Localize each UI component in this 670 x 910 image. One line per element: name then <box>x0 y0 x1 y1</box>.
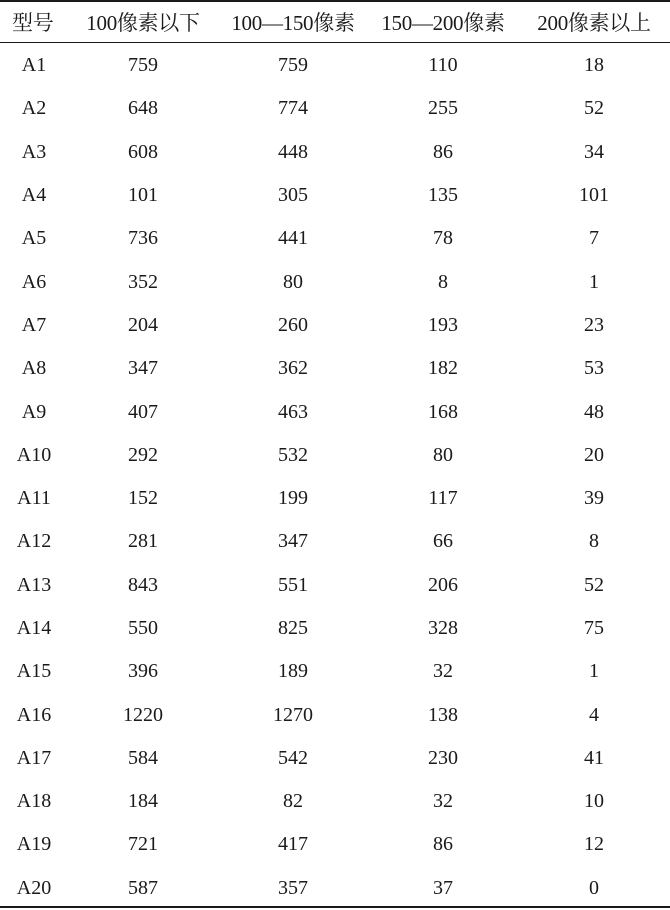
cell-under-100: 407 <box>128 400 158 423</box>
cell-over-200: 101 <box>579 184 609 207</box>
cell-over-200: 53 <box>584 357 604 380</box>
cell-150-200: 138 <box>428 703 458 726</box>
cell-model: A5 <box>21 227 47 250</box>
table-row <box>0 693 670 736</box>
cell-100-150: 441 <box>278 227 308 250</box>
cell-under-100: 184 <box>128 790 158 813</box>
cell-under-100: 352 <box>128 270 158 293</box>
cell-model: A8 <box>21 357 47 380</box>
header-under-100: 100像素以下 <box>86 11 200 35</box>
cell-100-150: 347 <box>278 530 308 553</box>
cell-100-150: 417 <box>278 833 308 856</box>
table-row <box>0 650 670 693</box>
table-row <box>0 737 670 780</box>
cell-100-150: 774 <box>278 97 308 120</box>
cell-over-200: 8 <box>589 530 599 553</box>
cell-100-150: 542 <box>278 746 308 769</box>
cell-over-200: 12 <box>584 833 604 856</box>
cell-under-100: 101 <box>128 184 158 207</box>
cell-model: A3 <box>21 140 47 163</box>
cell-100-150: 825 <box>278 617 308 639</box>
cell-under-100: 347 <box>128 357 158 380</box>
cell-150-200: 255 <box>428 97 458 120</box>
cell-150-200: 80 <box>433 443 453 466</box>
cell-model: A13 <box>16 573 52 596</box>
cell-model: A6 <box>21 270 47 293</box>
table-header-row <box>0 2 670 42</box>
table-row <box>0 434 670 477</box>
table-row <box>0 304 670 347</box>
cell-100-150: 1270 <box>273 703 313 726</box>
table-row <box>0 217 670 260</box>
table-row <box>0 131 670 174</box>
table-row <box>0 867 670 910</box>
cell-model: A12 <box>16 530 52 553</box>
cell-150-200: 37 <box>433 876 453 899</box>
cell-150-200: 117 <box>428 487 458 510</box>
cell-over-200: 52 <box>584 97 604 120</box>
cell-100-150: 82 <box>283 790 303 813</box>
table-row <box>0 390 670 433</box>
cell-over-200: 4 <box>589 703 599 726</box>
cell-100-150: 362 <box>278 357 308 380</box>
table-row <box>0 42 670 87</box>
cell-over-200: 10 <box>584 790 604 813</box>
cell-over-200: 23 <box>584 313 604 336</box>
cell-under-100: 736 <box>128 227 158 250</box>
cell-150-200: 8 <box>438 270 448 293</box>
cell-under-100: 1220 <box>123 703 163 726</box>
cell-100-150: 532 <box>278 443 308 466</box>
cell-under-100: 721 <box>128 833 158 856</box>
cell-100-150: 357 <box>278 876 308 899</box>
cell-under-100: 152 <box>128 487 158 510</box>
cell-under-100: 396 <box>128 660 158 683</box>
cell-model: A4 <box>21 184 47 207</box>
header-150-200: 150—200像素 <box>381 11 505 35</box>
cell-model: A11 <box>17 487 51 510</box>
cell-model: A14 <box>16 617 52 639</box>
cell-under-100: 281 <box>128 530 158 553</box>
cell-100-150: 551 <box>278 573 308 596</box>
cell-under-100: 648 <box>128 97 158 120</box>
cell-150-200: 328 <box>428 617 458 639</box>
cell-over-200: 34 <box>584 140 604 163</box>
cell-100-150: 759 <box>278 54 308 77</box>
cell-model: A20 <box>16 876 52 899</box>
cell-model: A7 <box>21 313 47 336</box>
table-body <box>0 42 670 910</box>
cell-150-200: 66 <box>433 530 453 553</box>
table-row <box>0 780 670 823</box>
cell-150-200: 193 <box>428 313 458 336</box>
cell-over-200: 1 <box>589 270 599 293</box>
cell-under-100: 204 <box>128 313 158 336</box>
cell-150-200: 32 <box>433 660 453 683</box>
cell-model: A2 <box>21 97 47 120</box>
cell-over-200: 48 <box>584 400 604 423</box>
cell-100-150: 463 <box>278 400 308 423</box>
cell-over-200: 7 <box>589 227 599 250</box>
table-row <box>0 823 670 866</box>
table-row <box>0 174 670 217</box>
header-model: 型号 <box>12 11 54 35</box>
cell-150-200: 32 <box>433 790 453 813</box>
cell-under-100: 292 <box>128 443 158 466</box>
cell-model: A9 <box>21 400 47 423</box>
cell-model: A19 <box>16 833 52 856</box>
table-row <box>0 607 670 650</box>
cell-model: A15 <box>16 660 52 683</box>
cell-under-100: 843 <box>128 573 158 596</box>
cell-over-200: 20 <box>584 443 604 466</box>
cell-model: A1 <box>21 54 47 77</box>
cell-under-100: 608 <box>128 140 158 163</box>
cell-over-200: 0 <box>589 876 599 899</box>
cell-over-200: 18 <box>584 54 604 77</box>
cell-100-150: 448 <box>278 140 308 163</box>
cell-over-200: 39 <box>584 487 604 510</box>
table-row <box>0 520 670 563</box>
cell-100-150: 260 <box>278 313 308 336</box>
pixel-count-table <box>0 2 670 910</box>
cell-over-200: 75 <box>584 617 604 639</box>
cell-under-100: 759 <box>128 54 158 77</box>
table-row <box>0 260 670 303</box>
cell-100-150: 199 <box>278 487 308 510</box>
cell-model: A18 <box>16 790 52 813</box>
cell-150-200: 78 <box>433 227 453 250</box>
cell-150-200: 206 <box>428 573 458 596</box>
cell-model: A10 <box>16 443 52 466</box>
cell-under-100: 587 <box>128 876 158 899</box>
cell-150-200: 86 <box>433 140 453 163</box>
cell-under-100: 584 <box>128 746 158 769</box>
table-row <box>0 347 670 390</box>
cell-100-150: 305 <box>278 184 308 207</box>
table-row <box>0 477 670 520</box>
cell-150-200: 135 <box>428 184 458 207</box>
cell-100-150: 189 <box>278 660 308 683</box>
table-row <box>0 564 670 607</box>
cell-150-200: 86 <box>433 833 453 856</box>
cell-100-150: 80 <box>283 270 303 293</box>
cell-under-100: 550 <box>128 617 158 639</box>
cell-150-200: 110 <box>428 54 458 77</box>
cell-over-200: 41 <box>584 746 604 769</box>
cell-over-200: 52 <box>584 573 604 596</box>
cell-model: A17 <box>16 746 52 769</box>
cell-over-200: 1 <box>589 660 599 683</box>
cell-150-200: 230 <box>428 746 458 769</box>
header-100-150: 100—150像素 <box>231 11 355 35</box>
cell-150-200: 168 <box>428 400 458 423</box>
cell-model: A16 <box>16 703 52 726</box>
cell-150-200: 182 <box>428 357 458 380</box>
header-over-200: 200像素以上 <box>537 11 651 35</box>
table-row <box>0 87 670 130</box>
